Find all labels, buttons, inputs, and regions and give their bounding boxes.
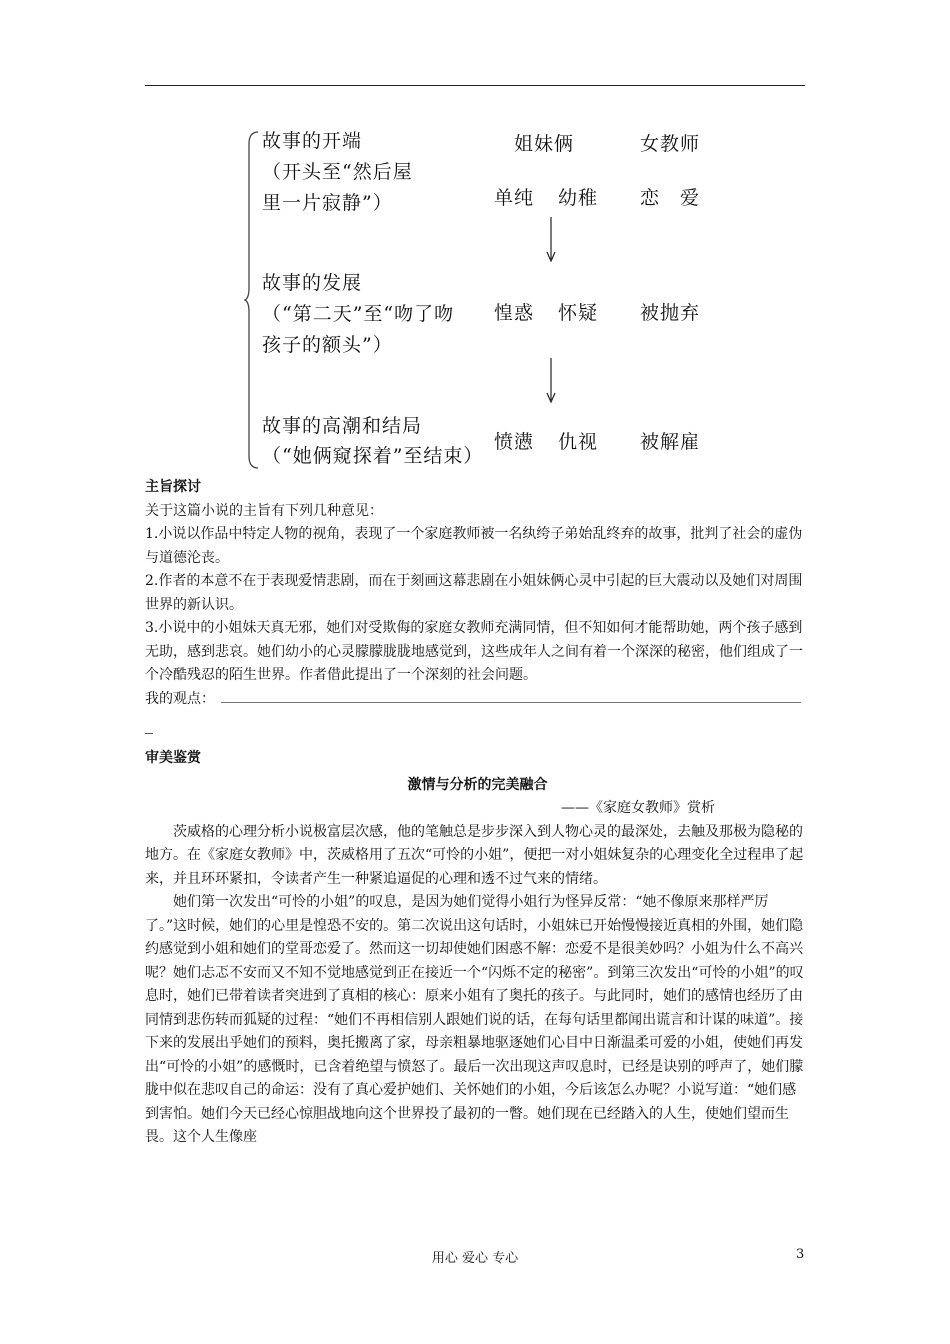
opinion-label: 我的观点： <box>145 690 215 707</box>
stage-range: （开头至“然后屋 <box>262 161 413 183</box>
column-header-teacher: 女教师 <box>640 133 701 155</box>
down-arrow-icon <box>544 358 558 404</box>
sisters-feeling: 幼稚 <box>558 187 599 209</box>
teacher-status: 被抛弃 <box>640 302 701 324</box>
body-paragraph: 她们第一次发出“可怜的小姐”的叹息，是因为她们觉得小姐行为怪异反常：“她不像原来那样严厉了。”这时候，她们的心里是惶恐不安的。第二次说出这句话时，小姐妹已开始慢慢接近真相的外围，她们隐约感觉到小姐和她们的堂哥恋爱了。然而这一切却使她们困惑不解：恋爱不是很美妙吗？小姐为什么不高兴呢？她们忐忑不安而又不知不觉地感觉到正在接近一个“闪烁不定的秘密”。到第三次发出“可怜的小姐”的叹息时，她们已带着读者突进到了真相的核心：原来小姐有了奥托的孩子。与此同时，她们的感情也经历了由同情到悲伤转而狐疑的过程：“她们不再相信别人跟她们说的话，在每句话里都闻出谎言和计谋的味道”。接下来的发展出乎她们的预料，奥托搬离了家，母亲粗暴地驱逐她们心目中日渐温柔可爱的小姐，使她们再发出“可怜的小姐”的感慨时，已含着绝望与愤怒了。最后一次出现这声叹息时，已经是诀别的呼声了，她们朦胧中似在悲叹自己的命运：没有了真心爱护她们、关怀她们的小姐，今后该怎么办呢？小说写道：“她们感到害怕。她们今天已经心惊胆战地向这个世界投了最初的一瞥。她们现在已经踏入的人生，使她们望而生畏。这个人生像座 <box>145 894 804 1145</box>
teacher-status: 恋 爱 <box>640 187 701 209</box>
answer-line-tail <box>145 733 153 734</box>
stage-title: 故事的发展 <box>262 272 363 294</box>
my-opinion-row <box>145 688 810 712</box>
opinion-item: 1.小说以作品中特定人物的视角，表现了一个家庭教师被一名纨绔子弟始乱终弃的故事，批判了社会的虚伪与道德沦丧。 <box>145 526 803 566</box>
section-heading: 主旨探讨 <box>145 479 201 495</box>
opinion-item: 2.作者的本意不在于表现爱情悲剧，而在于刻画这幕悲剧在小姐妹俩心灵中引起的巨大震动以及她们对周围世界的新认识。 <box>145 573 803 613</box>
article-subtitle: ——《家庭女教师》赏析 <box>561 800 715 816</box>
appreciation-section <box>145 747 810 1150</box>
sisters-feeling: 仇视 <box>558 431 599 453</box>
story-structure-diagram <box>0 0 950 480</box>
stage-range: （“第二天”至“吻了吻 <box>262 303 455 325</box>
column-header-sisters: 姐妹俩 <box>514 133 575 155</box>
stage-range: 里一片寂静”） <box>262 192 393 214</box>
opinion-answer-line[interactable] <box>221 688 801 703</box>
brace-icon <box>244 130 260 470</box>
theme-intro: 关于这篇小说的主旨有下列几种意见： <box>145 502 383 519</box>
stage-title: 故事的开端 <box>262 130 363 152</box>
theme-section <box>145 476 810 711</box>
down-arrow-icon <box>544 217 558 263</box>
page-number: 3 <box>796 1247 805 1262</box>
body-paragraph: 茨威格的心理分析小说极富层次感，他的笔触总是步步深入到人物心灵的最深处，去触及那极为隐秘的地方。在《家庭女教师》中，茨威格用了五次“可怜的小姐”，便把一对小姐妹复杂的心理变化全过程串了起来，并且环环紧扣，令读者产生一种紧追逼促的心理和透不过气来的情绪。 <box>145 823 804 887</box>
sisters-feeling: 惶惑 <box>494 302 535 324</box>
stage-title: 故事的高潮和结局 <box>262 415 423 437</box>
teacher-status: 被解雇 <box>640 431 701 453</box>
stage-range: （“她俩窥探着”至结束） <box>262 445 484 467</box>
sisters-feeling: 单纯 <box>494 187 535 209</box>
sisters-feeling: 怀疑 <box>558 302 599 324</box>
opinion-item: 3.小说中的小姐妹天真无邪，她们对受欺侮的家庭女教师充满同情，但不知如何才能帮助她，两个孩子感到无助，感到悲哀。她们幼小的心灵朦朦胧胧地感觉到，这些成年人之间有着一个深深的秘密，他们组成了一个冷酷残忍的陌生世界。作者借此提出了一个深刻的社会问题。 <box>145 620 803 683</box>
section-heading: 审美鉴赏 <box>145 750 201 766</box>
stage-range: 孩子的额头”） <box>262 334 393 356</box>
sisters-feeling: 愤懑 <box>494 431 535 453</box>
article-title: 激情与分析的完美融合 <box>407 776 548 793</box>
footer-text: 用心 爱心 专心 <box>431 1251 519 1266</box>
